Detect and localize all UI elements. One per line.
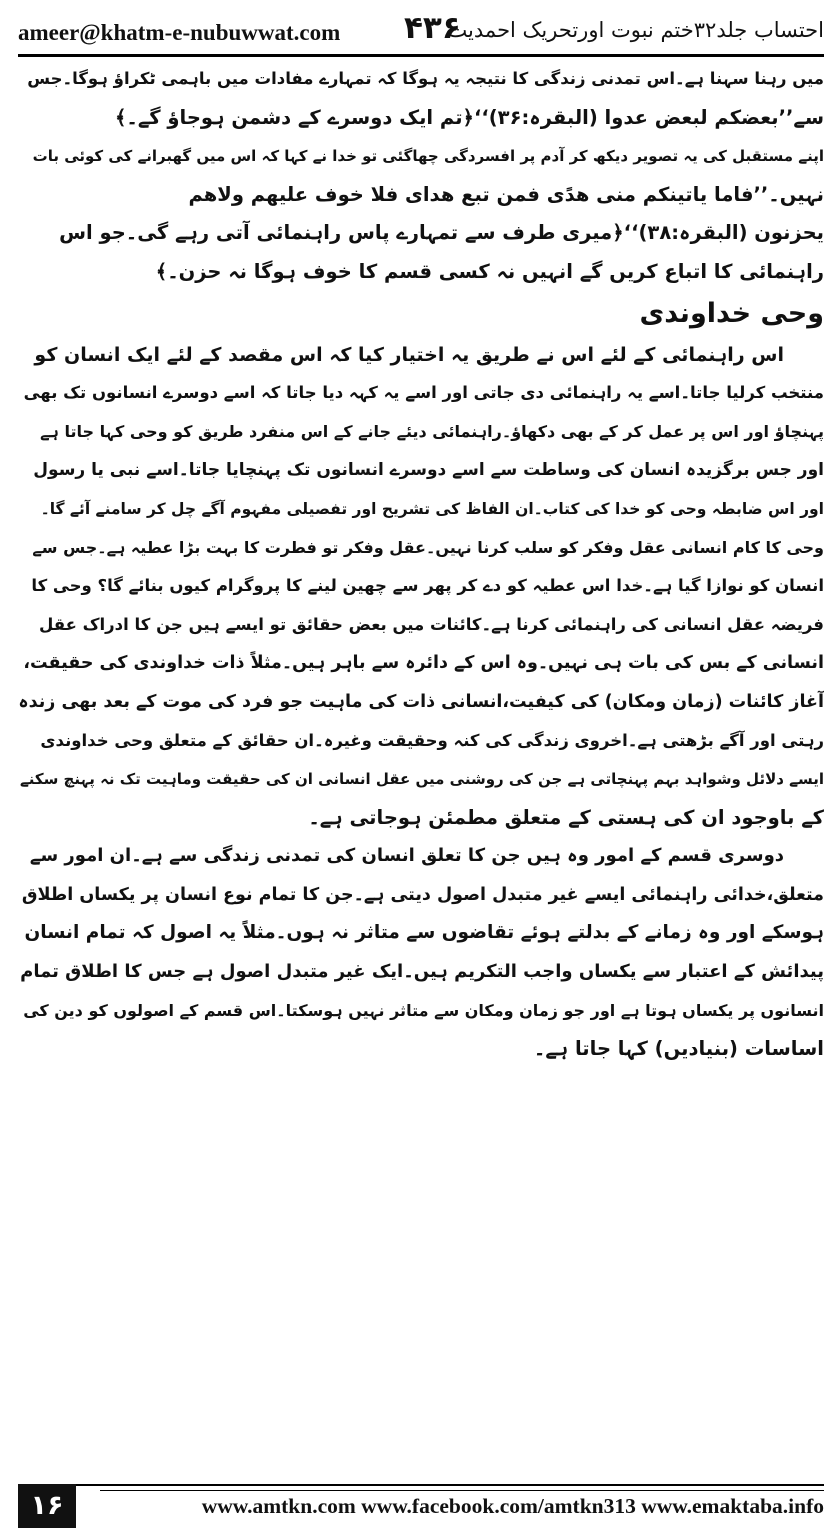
header-email: ameer@khatm-e-nubuwwat.com — [18, 20, 341, 45]
footer-urls: www.amtkn.com www.facebook.com/amtkn313 www.emaktaba.info — [201, 1494, 824, 1518]
section-heading: وحی خداوندی — [639, 297, 824, 329]
text-line: اور جس برگزیدہ انسان کی وساطت سے اسے دوسرے انسانوں تک پہنچایا جاتا۔اسے نبی یا رسول — [33, 460, 824, 481]
text-line: یحزنون (البقرہ:۳۸)‘‘﴿میری طرف سے تمہارے پاس راہنمائی آتی رہے گی۔جو اس — [59, 221, 824, 245]
footer-page-number: ۱۶ — [18, 1484, 76, 1528]
paragraph-3 — [18, 837, 824, 1069]
page-body — [18, 60, 824, 1465]
text-line: متعلق،خدائی راہنمائی ایسے غیر متبدل اصول دیتی ہے۔جن کا تمام نوع انسان پر یکساں اطلاق — [21, 884, 824, 905]
text-line: کے باوجود ان کی ہستی کے متعلق مطمئن ہوجاتی ہے۔ — [308, 805, 824, 829]
text-line: پہنچاؤ اور اس پر عمل کر کے بھی دکھاؤ۔راہنمائی دیئے جانے کے اس منفرد طریق کو وحی کہا جاتا ہے — [40, 421, 824, 441]
text-line: پیدائش کے اعتبار سے یکساں واجب التکریم ہیں۔ایک غیر متبدل اصول ہے جس کا اطلاق تمام — [20, 961, 824, 983]
header-rule — [18, 54, 824, 57]
text-line: ایسے دلائل وشواہد بہم پہنچاتی ہے جن کی روشنی میں عقل انسانی ان کی حقیقت وماہیت تک نہ پہنچ سکنے — [19, 770, 824, 789]
text-line: راہنمائی کا اتباع کریں گے انہیں نہ کسی قسم کا خوف ہوگا نہ حزن۔﴾ — [155, 259, 824, 283]
text-line: اساسات (بنیادیں) کہا جاتا ہے۔ — [533, 1037, 824, 1061]
page-header — [18, 12, 824, 54]
text-line: اس راہنمائی کے لئے اس نے طریق یہ اختیار کیا کہ اس مقصد کے لئے ایک انسان کو — [34, 343, 784, 366]
text-line: رہتی اور آگے بڑھتی ہے۔اخروی زندگی کی کنہ وحقیقت وغیرہ۔ان حقائق کے متعلق وحی خداوندی — [40, 730, 824, 750]
header-page-number: ۴۳۶ — [404, 10, 461, 46]
text-line: انسانوں پر یکساں ہوتا ہے اور جو زمان ومکان سے متاثر نہیں ہوسکتا۔اس قسم کے اصولوں کو دین کی — [23, 1000, 824, 1020]
text-line: دوسری قسم کے امور وہ ہیں جن کا تعلق انسان کی تمدنی زندگی سے ہے۔ان امور سے — [29, 845, 784, 867]
text-line: اپنے مستقبل کی یہ تصویر دیکھ کر آدم پر افسردگی چھاگئی تو خدا نے کہا کہ اس میں گھبرانے کی کوئی بات — [32, 147, 824, 166]
text-line: اور اس ضابطہ وحی کو خدا کی کتاب۔ان الفاظ کی تشریح اور تفصیلی مفہوم آگے چل کر سامنے آئے گا۔ — [40, 499, 824, 518]
text-line: آغاز کائنات (زمان ومکان) کی کیفیت،انسانی ذات کی ماہیت جو فرد کی موت کے بعد بھی زندہ — [18, 691, 824, 712]
footer-rule — [18, 1484, 824, 1486]
paragraph-2 — [18, 336, 824, 838]
paragraph-1 — [18, 60, 824, 292]
footer-rule-thin — [100, 1490, 824, 1491]
text-line: انسانی کے بس کی بات ہی نہیں۔وہ اس کے دائرہ سے باہر ہیں۔مثلاً ذات خداوندی کی حقیقت، — [23, 653, 824, 674]
text-line: ہوسکے اور وہ زمانے کے بدلتے ہوئے تقاضوں سے متاثر نہ ہوں۔مثلاً یہ اصول کہ تمام انسان — [24, 922, 824, 944]
text-line: سے’’بعضکم لبعض عدوا (البقرہ:۳۶)‘‘﴿تم ایک دوسرے کے دشمن ہوجاؤ گے۔﴾ — [115, 105, 824, 129]
text-line: فریضہ عقل انسانی کی راہنمائی کرنا ہے۔کائنات میں بعض حقائق تو ایسے ہیں جن کا ادراک عقل — [39, 614, 824, 634]
text-line: وحی کا کام انسانی عقل وفکر کو سلب کرنا نہیں۔عقل وفکر تو فطرت کا بہت بڑا عطیہ ہے۔جس سے — [32, 537, 824, 557]
text-line: انسان کو نوازا گیا ہے۔خدا اس عطیہ کو دے کر پھر سے چھین لینے کا پروگرام کیوں بنائے گا؟ وحی کا — [31, 576, 824, 596]
header-book-title: احتساب جلد۳۲ختم نبوت اورتحریک احمدیت — [447, 18, 824, 42]
text-line: میں رہنا سہنا ہے۔اس تمدنی زندگی کا نتیجہ یہ ہوگا کہ تمہارے مفادات میں باہمی ٹکراؤ ہوگا۔جس — [27, 69, 824, 88]
text-line: نہیں۔’’فاما یاتینکم منی هدًی فمن تبع هدای فلا خوف علیهم ولاهم — [188, 182, 824, 206]
text-line: منتخب کرلیا جاتا۔اسے یہ راہنمائی دی جاتی اور اسے یہ کہہ دیا جاتا کہ اسے دوسرے انسانوں تک بھی — [23, 383, 824, 403]
